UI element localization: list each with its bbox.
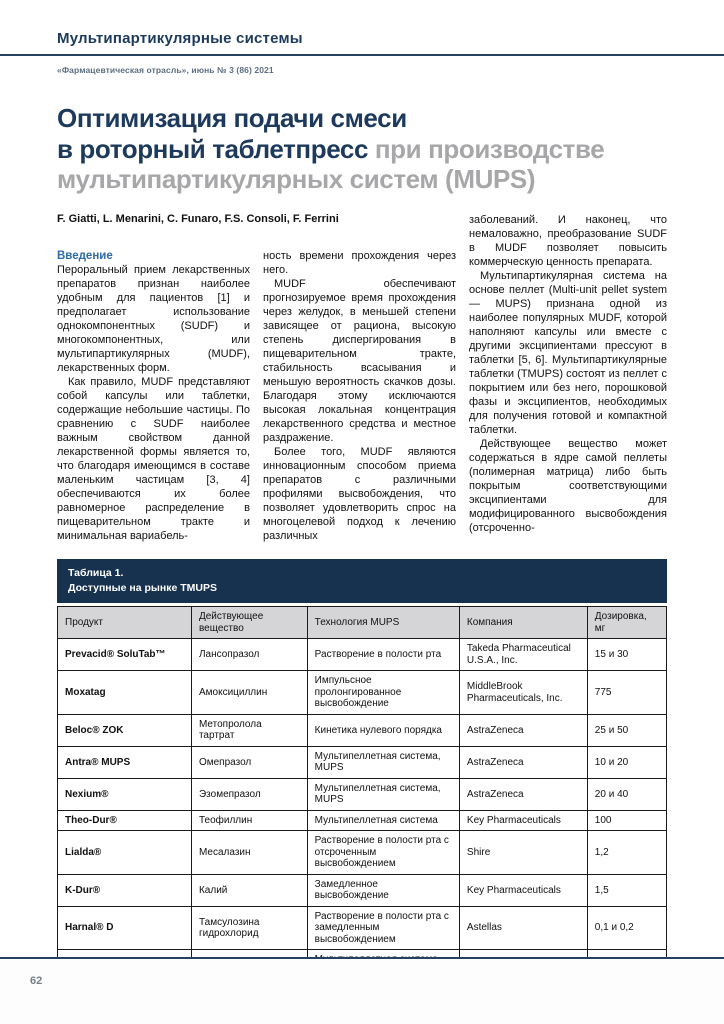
cell-product: Harnal® D [58,906,192,950]
cell-company: AstraZeneca [459,778,587,810]
table-row [58,778,667,810]
cell-dosage: 10 и 20 [587,746,666,778]
cell-substance: Омепразол [191,746,307,778]
paragraph: Более того, MUDF являются инновационным способом приема препаратов с различными профилями высвобождения, что позволяет удовлетворить спрос на многоцелевой подход к лечению различных [263,446,456,543]
table-title-line2: Доступные на рынке TMUPS [68,582,217,595]
table-row [58,874,667,906]
title-dark-part2: в роторный таблетпресс [57,133,369,164]
cell-substance: Амоксициллин [191,671,307,715]
column-header-product: Продукт [58,607,192,639]
cell-technology: Мультипеллетная система, MUPS [307,746,459,778]
cell-substance: Калий [191,874,307,906]
cell-dosage: 100 [587,810,666,831]
left-text-block [57,213,456,543]
column-header-dosage: Дозировка, мг [587,607,666,639]
authors-line: F. Giatti, L. Menarini, C. Funaro, F.S. Consoli, F. Ferrini [57,213,339,226]
paragraph: заболеваний. И наконец, что немаловажно, преобразование SUDF в MUDF позволяет повысить коммерческую ценность препарата. [469,214,667,269]
cell-product: Lialda® [58,831,192,875]
cell-company: AstraZeneca [459,714,587,746]
page-footer [0,957,724,1024]
cell-substance: Тамсулозина гидрохлорид [191,906,307,950]
cell-technology: Замедленное высвобождение [307,874,459,906]
text-column-1 [57,249,250,543]
cell-technology: Растворение в полости рта с отсроченным высвобождением [307,831,459,875]
cell-substance: Эзомепразол [191,778,307,810]
paragraph: Как правило, MUDF представляют собой капсулы или таблетки, содержащие небольшие частицы. По сравнению с SUDF наиболее важным свойством данной лекарственной формы является то, что благодаря имеющимся в составе маленьким частицам [3, 4] обеспечиваются их более равномерное распределение в пищеварительном тракте и минимальная вариабель- [57,376,250,543]
table-row [58,831,667,875]
cell-product: Beloc® ZOK [58,714,192,746]
paragraph: Мультипартикулярная система на основе пеллет (Multi-unit pellet system — MUPS) признана одной из наиболее популярных MUDF, которой наполняют капсулы или вместе с другими эксципиентами прессуют в таблетки [5, 6]. Мультипартикулярные таблетки (TMUPS) состоят из пеллет с покрытием или без него, порошковой фазы и эксципиентов, необходимых для получения готовой и компактной таблетки. [469,270,667,437]
cell-product: K-Dur® [58,874,192,906]
cell-substance: Метопролола тартрат [191,714,307,746]
cell-dosage: 1,2 [587,831,666,875]
cell-company: AstraZeneca [459,746,587,778]
cell-product: Theo-Dur® [58,810,192,831]
paragraph: MUDF обеспечивают прогнозируемое время прохождения через желудок, в меньшей степени зависящее от рациона, высокую степень диспергирования в пищеварительном тракте, стабильность всасывания и меньшую вероятность скачков дозы. Благодаря этому исключаются высокая локальная концентрация лекарственного средства и местное раздражение. [263,278,456,445]
title-gray-part1: при производстве [368,133,605,164]
journal-issue-line: «Фармацевтическая отрасль», июнь № 3 (86) 2021 [57,65,274,75]
column-header-substance: Действующее вещество [191,607,307,639]
cell-dosage: 775 [587,671,666,715]
article-title-line3 [57,164,667,195]
cell-company: Shire [459,831,587,875]
article-body [57,213,667,543]
cell-technology: Растворение в полости рта [307,639,459,671]
cell-product: Antra® MUPS [58,746,192,778]
title-gray-part2: мультипартикулярных систем (MUPS) [57,164,536,195]
cell-company: MiddleBrook Pharmaceuticals, Inc. [459,671,587,715]
products-table [57,606,667,982]
cell-dosage: 20 и 40 [587,778,666,810]
article-title-line1 [57,103,667,134]
cell-technology: Кинетика нулевого порядка [307,714,459,746]
header-divider [0,54,724,56]
table-title-bar [57,559,667,603]
page-number: 62 [30,975,43,987]
text-column-2 [263,249,456,543]
cell-company: Key Pharmaceuticals [459,810,587,831]
article-title [57,103,667,195]
cell-dosage: 1,5 [587,874,666,906]
cell-product: Prevacid® SoluTab™ [58,639,192,671]
column-header-technology: Технология MUPS [307,607,459,639]
cell-substance: Лансопразол [191,639,307,671]
column-header-company: Компания [459,607,587,639]
text-column-3 [469,213,667,543]
products-table-section [57,559,667,982]
table-row [58,639,667,671]
cell-dosage: 0,1 и 0,2 [587,906,666,950]
table-row [58,714,667,746]
table-header-row [58,607,667,639]
table-row [58,671,667,715]
table-body [58,639,667,982]
section-header: Мультипартикулярные системы [57,30,303,47]
cell-technology: Растворение в полости рта с замедленным высвобождением [307,906,459,950]
cell-product: Nexium® [58,778,192,810]
article-title-line2 [57,134,667,165]
cell-dosage: 25 и 50 [587,714,666,746]
cell-substance: Месалазин [191,831,307,875]
table-title-line1: Таблица 1. [68,567,124,580]
paragraph: ность времени прохождения через него. [263,250,456,277]
table-row [58,810,667,831]
cell-technology: Мультипеллетная система [307,810,459,831]
table-row [58,746,667,778]
cell-company: Astellas [459,906,587,950]
table-row [58,906,667,950]
paragraph: Действующее вещество может содержаться в ядре самой пеллеты (полимерная матрица) либо быть покрытым соответствующими эксципиентами для модифицированного высвобождения (отсроченно- [469,438,667,535]
cell-technology: Мультипеллетная система, MUPS [307,778,459,810]
intro-heading: Введение [57,250,113,263]
cell-substance: Теофиллин [191,810,307,831]
cell-product: Moxatag [58,671,192,715]
cell-dosage: 15 и 30 [587,639,666,671]
cell-company: Key Pharmaceuticals [459,874,587,906]
text-columns-1-2 [57,249,456,543]
paragraph: Пероральный прием лекарственных препаратов признан наиболее удобным для пациентов [1] и предполагает использование однокомпонентных (SUDF) и многокомпонентных, или мультипартикулярных (MUDF), лекарственных форм. [57,264,250,375]
cell-technology: Импульсное пролонгированное высвобождение [307,671,459,715]
title-dark-part1: Оптимизация подачи смеси [57,103,407,133]
table-header [58,607,667,639]
cell-company: Takeda Pharmaceutical U.S.A., Inc. [459,639,587,671]
